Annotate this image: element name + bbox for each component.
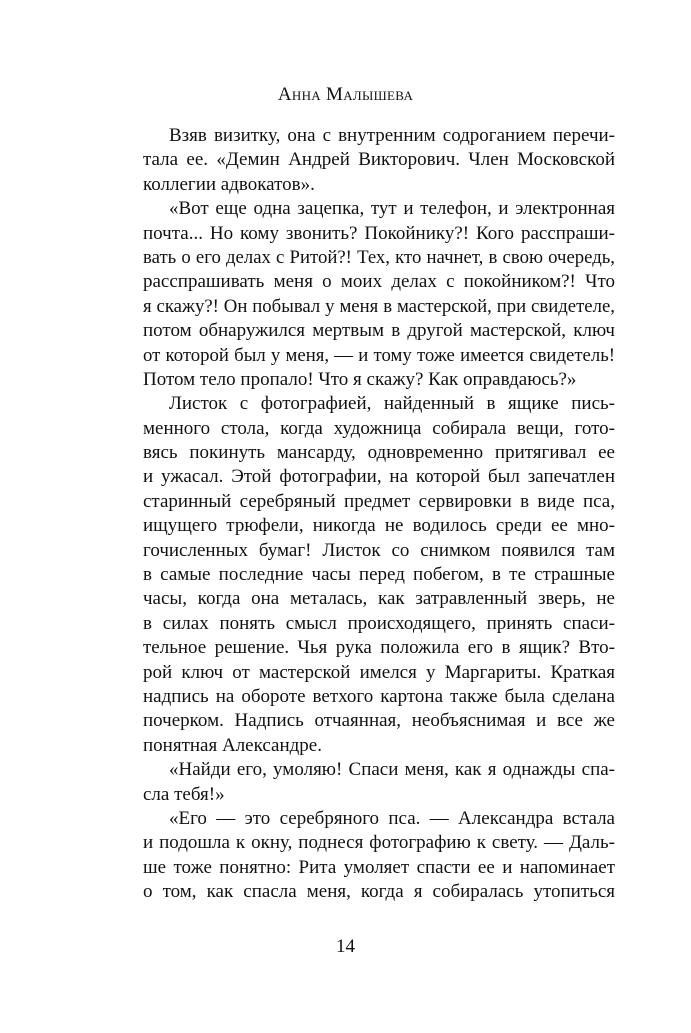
text-line: вать о его делах с Ритой?! Тех, кто начнет, в свою очередь, [143, 246, 615, 268]
text-line: от которой был у меня, — и тому тоже имеется свидетель! [143, 344, 615, 366]
text-line: Потом тело пропало! Что я скажу? Как оправдаюсь?» [143, 368, 577, 390]
text-line: в силах понять смысл происходящего, принять спаси- [143, 612, 615, 634]
running-header [0, 84, 691, 106]
text-line: «Его — это серебряного пса. — Александра встала [169, 807, 615, 829]
text-line: надпись на обороте ветхого картона также была сделана [143, 685, 615, 707]
text-line: ше тоже понятно: Рита умоляет спасти ее и напоминает [143, 856, 615, 878]
text-line: ищущего трюфели, никогда не водилось среди ее мно- [143, 515, 615, 537]
text-line: в самые последние часы перед побегом, в те страшные [143, 564, 615, 586]
text-line: и ужасал. Этой фотографии, на которой был запечатлен [143, 466, 615, 488]
text-line: тала ее. «Демин Андрей Викторович. Член Московской [143, 149, 615, 171]
text-line: «Найди его, умоляю! Спаси меня, как я однажды спа- [169, 759, 615, 781]
text-line: рой ключ от мастерской имелся у Маргариты. Краткая [143, 661, 615, 683]
text-line: коллегии адвокатов». [143, 173, 315, 195]
text-line: «Вот еще одна зацепка, тут и телефон, и электронная [169, 198, 615, 220]
text-line: почта... Но кому звонить? Покойнику?! Кого расспраши- [143, 222, 615, 244]
text-line: и подошла к окну, поднеся фотографию к свету. — Даль- [143, 832, 615, 854]
text-line: Взяв визитку, она с внутренним содроганием перечи- [169, 125, 615, 146]
text-line: я скажу?! Он побывал у меня в мастерской, при свидетеле, [143, 295, 615, 317]
text-line: о том, как спасла меня, когда я собиралась утопиться [143, 881, 615, 903]
text-line: расспрашивать меня о моих делах с покойником?! Что [143, 271, 615, 293]
text-line: сла тебя!» [143, 783, 225, 805]
page-number: 14 [336, 936, 355, 957]
text-line: часы, когда она металась, как затравленный зверь, не [143, 588, 615, 610]
text-line: почерком. Надпись отчаянная, необъяснимая и все же [143, 710, 615, 732]
author-name: Анна Малышева [277, 84, 414, 105]
text-line: гочисленных бумаг! Листок со снимком появился там [143, 539, 615, 561]
text-line: менного стола, когда художница собирала вещи, гото- [143, 417, 615, 439]
text-line: вясь покинуть мансарду, одновременно притягивал ее [143, 442, 615, 464]
body-text [143, 124, 615, 905]
text-line: Листок с фотографией, найденный в ящике пись- [169, 393, 615, 415]
text-line: тельное решение. Чья рука положила его в ящик? Вто- [143, 637, 615, 659]
text-line: понятная Александре. [143, 734, 322, 756]
text-line: потом обнаружился мертвым в другой мастерской, ключ [143, 320, 615, 342]
text-line: старинный серебряный предмет сервировки в виде пса, [143, 490, 615, 512]
